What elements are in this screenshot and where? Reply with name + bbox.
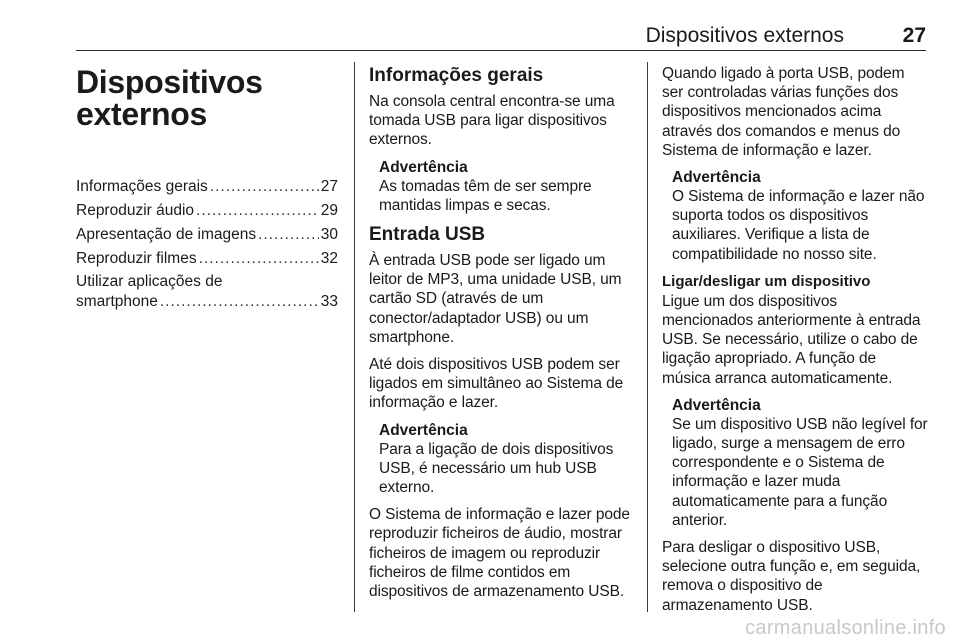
toc-entry[interactable] <box>76 224 338 246</box>
chapter-title-line: externos <box>76 96 207 132</box>
running-title: Dispositivos externos <box>645 24 844 47</box>
column-divider <box>647 62 648 612</box>
toc-entry-label: Informações gerais <box>76 178 208 195</box>
warning-note <box>379 158 634 215</box>
warning-text: As tomadas têm de ser sempre mantidas limpas e secas. <box>379 177 592 214</box>
paragraph: Ligue um dos dispositivos mencionados anteriormente à entrada USB. Se necessário, utilize o cabo de ligação apropriado. A função de música arranca automaticamente. <box>662 292 921 387</box>
toc-entry-row <box>76 292 338 312</box>
content-column-2 <box>369 64 634 609</box>
warning-text: Para a ligação de dois dispositivos USB, é necessário um hub USB externo. <box>379 440 614 497</box>
toc-entry[interactable] <box>76 176 338 198</box>
toc-entry[interactable] <box>76 248 338 270</box>
toc-entry-page: 29 <box>320 202 338 219</box>
warning-note <box>379 421 634 498</box>
toc-entry[interactable] <box>76 200 338 222</box>
page-number: 27 <box>902 24 926 47</box>
chapter-title-line: Dispositivos <box>76 64 263 100</box>
paragraph: À entrada USB pode ser ligado um leitor de MP3, uma unidade USB, um cartão SD (através de um conector/adaptador USB) ou um smartphone. <box>369 252 622 346</box>
toc-entry-multiline[interactable] <box>76 272 338 312</box>
watermark-footer: carmanualsonline.info <box>745 617 946 639</box>
toc-entry-label: Reproduzir filmes <box>76 250 197 267</box>
table-of-contents <box>76 176 338 312</box>
toc-entry-label: smartphone <box>76 293 158 310</box>
toc-entry-label: Apresentação de imagens <box>76 226 257 243</box>
toc-leader <box>210 176 319 198</box>
section-heading: Informações gerais <box>369 65 544 86</box>
toc-leader <box>160 292 319 312</box>
warning-text: Se um dispositivo USB não legível for ligado, surge a mensagem de erro correspondente e o Sistema de informação e lazer muda automaticamente para a função anterior. <box>672 415 928 529</box>
toc-entry-label: Utilizar aplicações de <box>76 273 223 290</box>
toc-leader <box>258 224 319 246</box>
toc-entry-label: Reproduzir áudio <box>76 202 195 219</box>
warning-title: Advertência <box>672 169 761 187</box>
toc-entry-page: 27 <box>320 178 338 195</box>
toc-entry-page: 33 <box>320 293 338 310</box>
toc-entry-page: 30 <box>320 226 338 243</box>
warning-title: Advertência <box>379 421 468 439</box>
paragraph: Até dois dispositivos USB podem ser ligados em simultâneo ao Sistema de informação e lazer. <box>369 356 624 412</box>
warning-note <box>672 168 928 264</box>
toc-leader <box>199 248 319 270</box>
warning-note <box>672 396 928 530</box>
column-divider <box>354 62 355 612</box>
warning-text: O Sistema de informação e lazer não suporta todos os dispositivos auxiliares. Verifique a lista de compatibilidade no nosso site. <box>672 188 925 263</box>
paragraph: Na consola central encontra-se uma tomada USB para ligar dispositivos externos. <box>369 93 615 149</box>
paragraph: Para desligar o dispositivo USB, selecione outra função e, em seguida, remova o dispositivo de armazenamento USB. <box>662 539 921 614</box>
page-header <box>76 18 926 51</box>
paragraph: Quando ligado à porta USB, podem ser controladas várias funções dos dispositivos mencionados acima através dos comandos e menus do Sistema de informação e lazer. <box>662 65 905 159</box>
chapter-column <box>76 64 338 312</box>
content-column-3 <box>662 64 928 623</box>
toc-leader <box>196 200 319 222</box>
chapter-title <box>76 66 338 130</box>
subsection-heading: Ligar/desligar um dispositivo <box>662 272 871 290</box>
paragraph: O Sistema de informação e lazer pode reproduzir ficheiros de áudio, mostrar ficheiros de imagem ou reproduzir ficheiros de filme contidos em dispositivos de armazenamento USB. <box>369 506 630 601</box>
warning-title: Advertência <box>379 158 468 176</box>
section-heading: Entrada USB <box>369 224 486 246</box>
warning-title: Advertência <box>672 396 761 414</box>
toc-entry-page: 32 <box>320 250 338 267</box>
